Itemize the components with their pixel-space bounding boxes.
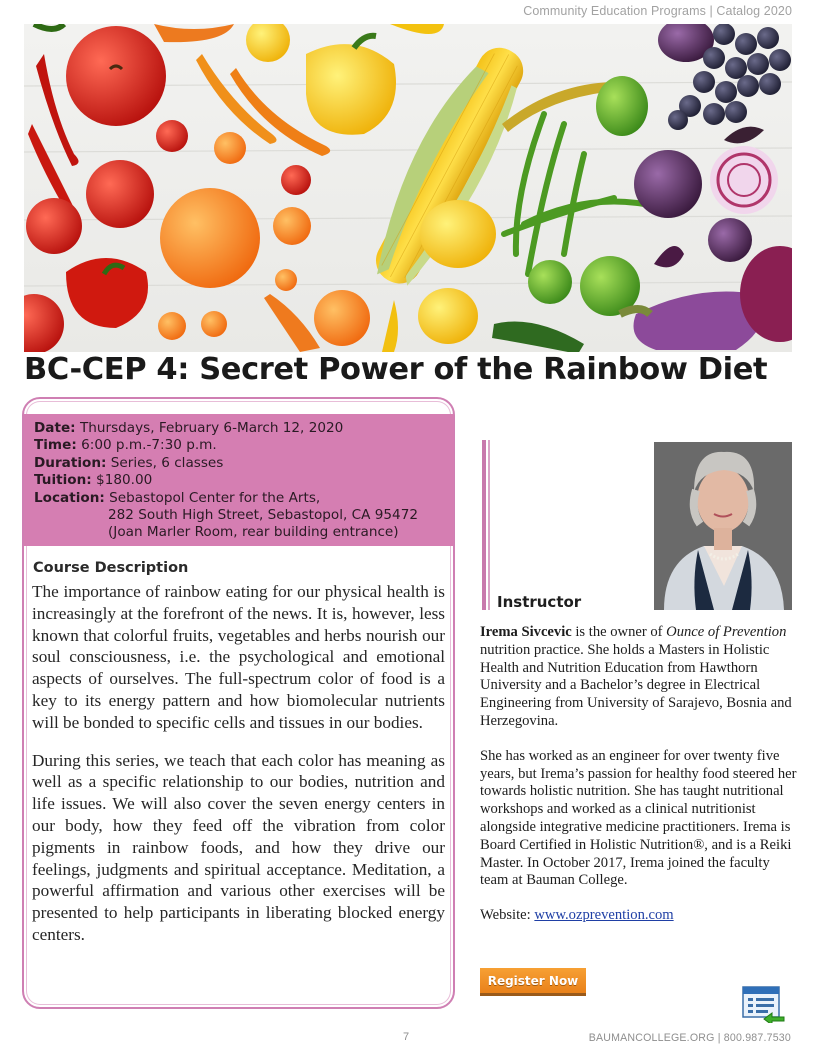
course-title: BC-CEP 4: Secret Power of the Rainbow Diet xyxy=(24,352,768,387)
vegetables-illustration xyxy=(24,24,792,352)
instructor-heading: Instructor xyxy=(497,593,582,611)
portrait-illustration xyxy=(654,442,792,610)
time-row: Time: 6:00 p.m.-7:30 p.m. xyxy=(34,437,217,454)
hero-image xyxy=(24,24,792,352)
instructor-bio xyxy=(480,624,798,942)
calendar-add-icon[interactable] xyxy=(742,985,786,1023)
bio-paragraph-1: Irema Sivcevic is the owner of Ounce of Prevention nutrition practice. She holds a Masters in Holistic Health and Nutrition Education from Hawthorn University and a Bachelor’s degree in Electrical Engineering from University of Sarajevo, Bosnia and Herzegovina. xyxy=(480,624,792,729)
location-row: Location: Sebastopol Center for the Arts, xyxy=(34,489,321,506)
course-description-p1: The importance of rainbow eating for our physical health is increasingly at the forefront of the news. It is, however, less known that colorful fruits, vegetables and herbs nourish our soul consciousness, i.e. the psychological and emotional aspects of ourselves. The full-spectrum color of food is a key to its energy pattern and how biomolecular nutrients will be bonded to specific cells and tissues in our bodies. xyxy=(32,582,445,732)
accent-bar xyxy=(482,440,486,610)
register-now-button[interactable]: Register Now xyxy=(480,968,586,996)
catalog-header: Community Education Programs | Catalog 2020 xyxy=(523,4,792,18)
page-number: 7 xyxy=(403,1031,410,1043)
tuition-row: Tuition: $180.00 xyxy=(34,472,153,489)
location-room: (Joan Marler Room, rear building entrance) xyxy=(108,524,399,541)
location-address: 282 South High Street, Sebastopol, CA 95472 xyxy=(108,507,419,524)
duration-row: Duration: Series, 6 classes xyxy=(34,454,224,471)
website-link[interactable]: www.ozprevention.com xyxy=(534,907,674,924)
course-details xyxy=(24,414,454,546)
website-line: Website: www.ozprevention.com xyxy=(480,907,674,924)
accent-bar-thin xyxy=(488,440,490,610)
course-description xyxy=(32,581,445,962)
practice-name: Ounce of Prevention xyxy=(666,624,787,640)
bio-paragraph-2: She has worked as an engineer for over twenty five years, but Irema’s passion for healthy food steered her towards holistic nutrition. She has taught nutritional workshops and worked as a clinical nutritionist alongside integrative medicine practitioners. Irema is Board Certified in Holistic Nutrition®, and is a Reiki Master. In October 2017, Irema joined the faculty team at Bauman College. xyxy=(480,747,797,889)
footer-contact: BAUMANCOLLEGE.ORG | 800.987.7530 xyxy=(588,1032,791,1044)
date-row: Date: Thursdays, February 6-March 12, 2020 xyxy=(34,420,344,436)
course-description-p2: During this series, we teach that each color has meaning as well as a specific relationship to our bodies, nutrition and life issues. We will also cover the seven energy centers in our body, how they feed off the vibration from color pigments in rainbow foods, and how they drive our feelings, judgments and spiritual acceptance. Meditation, a powerful affirmation and various other exercises will be presented to help participants in liberating blocked energy centers. xyxy=(32,750,445,944)
course-description-heading: Course Description xyxy=(33,560,189,576)
instructor-photo xyxy=(654,442,792,610)
instructor-name: Irema Sivcevic xyxy=(480,624,572,640)
